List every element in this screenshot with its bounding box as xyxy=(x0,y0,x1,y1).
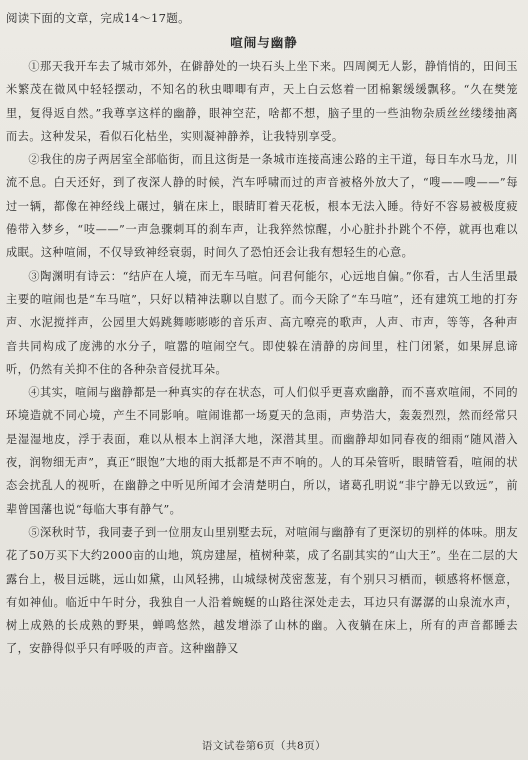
paragraph-5: ⑤深秋时节，我同妻子到一位朋友山里别墅去玩，对喧闹与幽静有了更深切的别样的体味。朋友花了50万买下大约2000亩的山地，筑房建屋，植树种菜，成了名副其实的“山大王”。坐在二层的大露台上，极目远眺，远山如黛，山风轻拂，山城绿树茂密葱茏，有个别只习栖而，顿感将杯惬意，有如神仙。临近中午时分，我独自一人沿着蜿蜒的山路往深处走去，耳边只有潺潺的山泉流水声，树上成熟的长成熟的野果，蝉鸣悠然，越发增添了山林的幽。入夜躺在床上，所有的声音都睡去了，安静得似乎只有呼吸的声音。这种幽静又 xyxy=(6,525,518,656)
paragraph-4: ④其实，喧闹与幽静都是一种真实的存在状态，可人们似乎更喜欢幽静，而不喜欢喧闹，不同的环境造就不同心境，产生不同影响。喧闹谁都一场夏天的急雨，声势浩大，轰轰烈烈，然而经常只是湿湿地皮，浮于表面，难以从根本上润泽大地，深潜其里。而幽静却如同春夜的细雨“随风潜入夜，润物细无声”，真正“眼饱”大地的雨大抵都是不声不响的。人的耳朵管听，眼睛管看，喧闹的状态会扰乱人的视听，在幽静之中听见所闻才会清楚明白，所以，诸葛孔明说“非宁静无以致远”，前辈曾国藩也说“每临大事有静气”。 xyxy=(6,386,518,516)
paragraph-1: ①那天我开车去了城市郊外，在僻静处的一块石头上坐下来。四周阒无人影，静悄悄的，田间玉米繁茂在微风中轻轻摆动，不知名的秋虫唧唧有声，天上白云悠着一团棉絮缓缓飘移。“久在樊笼里，复得返自然。”我尊享这样的幽静，眼神空茫，啥都不想，脑子里的一些油物杂质丝丝缕缕抽离而去。这种发呆，看似石化枯坐，实则凝神静养，让我特别享受。 xyxy=(6,60,518,143)
page-footer: 语文试卷第6页（共8页） xyxy=(201,740,327,752)
article-body xyxy=(6,55,518,661)
question-instruction: 阅读下面的文章，完成14～17题。 xyxy=(6,11,190,25)
article-title: 喧闹与幽静 xyxy=(230,35,298,50)
paragraph-3: ③陶渊明有诗云：“结庐在人境，而无车马喧。问君何能尔，心远地自偏。”你看，古人生活里最主要的喧闹也是“车马喧”，只好以精神法聊以自慰了。而今天除了“车马喧”，还有建筑工地的打夯声、水泥搅拌声，公园里大妈跳舞嘭嘭嘭的音乐声、高亢嘹亮的歌声，人声、市声，等等，各种声音共同构成了庞沸的水分子，喧嚣的喧闹空气。即使躲在清静的房间里，柱门闭紧，如果屏息谛听，仍然有关抑不住的各种杂音侵扰耳朵。 xyxy=(6,269,518,376)
paragraph-2: ②我住的房子两居室全部临街，而且这街是一条城市连接高速公路的主干道，每日车水马龙，川流不息。白天还好，到了夜深人静的时候，汽车呼啸而过的声音被格外放大了，“嗖——嗖——”每过一辆，都像在神经线上碾过，躺在床上，眼睛盯着天花板，根本无法入睡。待好不容易被极度疲倦带入梦乡，“吱——”一声急骤刺耳的刹车声，让我猝然惊醒，小心脏扑扑跳个不停，就再也难以成眠。这种喧闹，不仅导致神经衰弱，时间久了恐怕还会让我有想轻生的心意。 xyxy=(6,153,518,260)
